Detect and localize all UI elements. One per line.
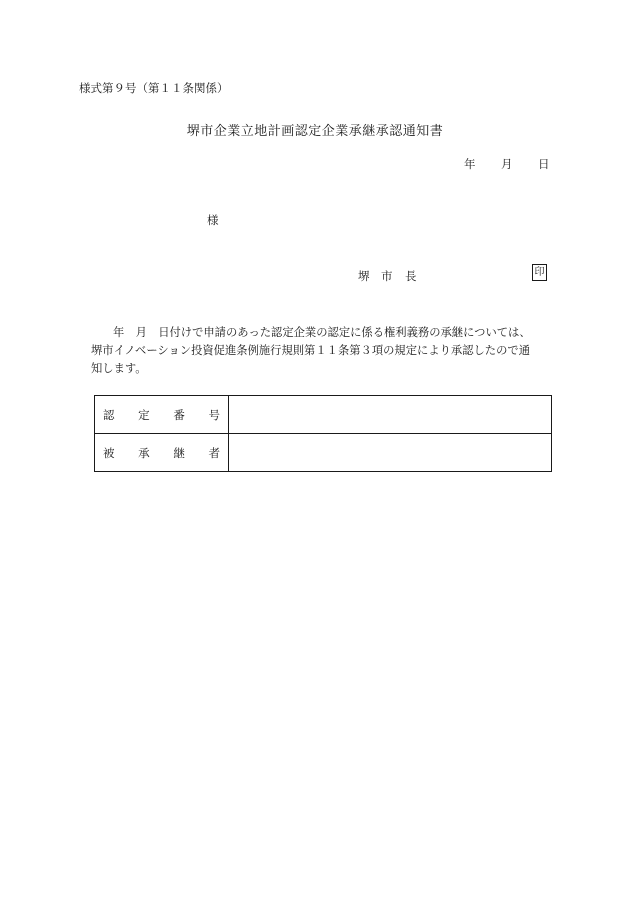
sender-char-1: 堺 xyxy=(358,269,370,283)
addressee-suffix: 様 xyxy=(207,213,219,227)
certification-number-label xyxy=(95,396,229,434)
form-number: 様式第９号（第１１条関係） xyxy=(79,81,229,95)
label-char: 定 xyxy=(138,407,150,422)
table-row-certification-number xyxy=(95,396,552,434)
certification-number-value[interactable] xyxy=(229,396,552,434)
body-line-3: 知します。 xyxy=(91,362,147,375)
predecessor-label xyxy=(95,434,229,472)
label-char: 継 xyxy=(173,445,185,460)
body-line-1: 年 月 日付けで申請のあった認定企業の認定に係る権利義務の承継については、 xyxy=(113,326,531,339)
sender-char-2: 市 xyxy=(381,269,393,283)
body-line-2: 堺市イノベーション投資促進条例施行規則第１１条第３項の規定により承認したので通 xyxy=(91,344,531,357)
document-title: 堺市企業立地計画認定企業承継承認通知書 xyxy=(186,124,444,139)
label-char: 号 xyxy=(208,407,220,422)
body-paragraph xyxy=(91,324,551,378)
date-year-label: 年 xyxy=(464,157,476,171)
label-char: 者 xyxy=(208,445,220,460)
date-day-label: 日 xyxy=(538,157,550,171)
label-char: 被 xyxy=(103,445,115,460)
predecessor-value[interactable] xyxy=(229,434,552,472)
label-char: 番 xyxy=(173,407,185,422)
sender-char-3: 長 xyxy=(405,269,417,283)
date-month-label: 月 xyxy=(501,157,513,171)
table-row-predecessor xyxy=(95,434,552,472)
seal-mark: 印 xyxy=(532,264,547,281)
label-char: 認 xyxy=(103,407,115,422)
label-char: 承 xyxy=(138,445,150,460)
info-table xyxy=(94,395,552,472)
